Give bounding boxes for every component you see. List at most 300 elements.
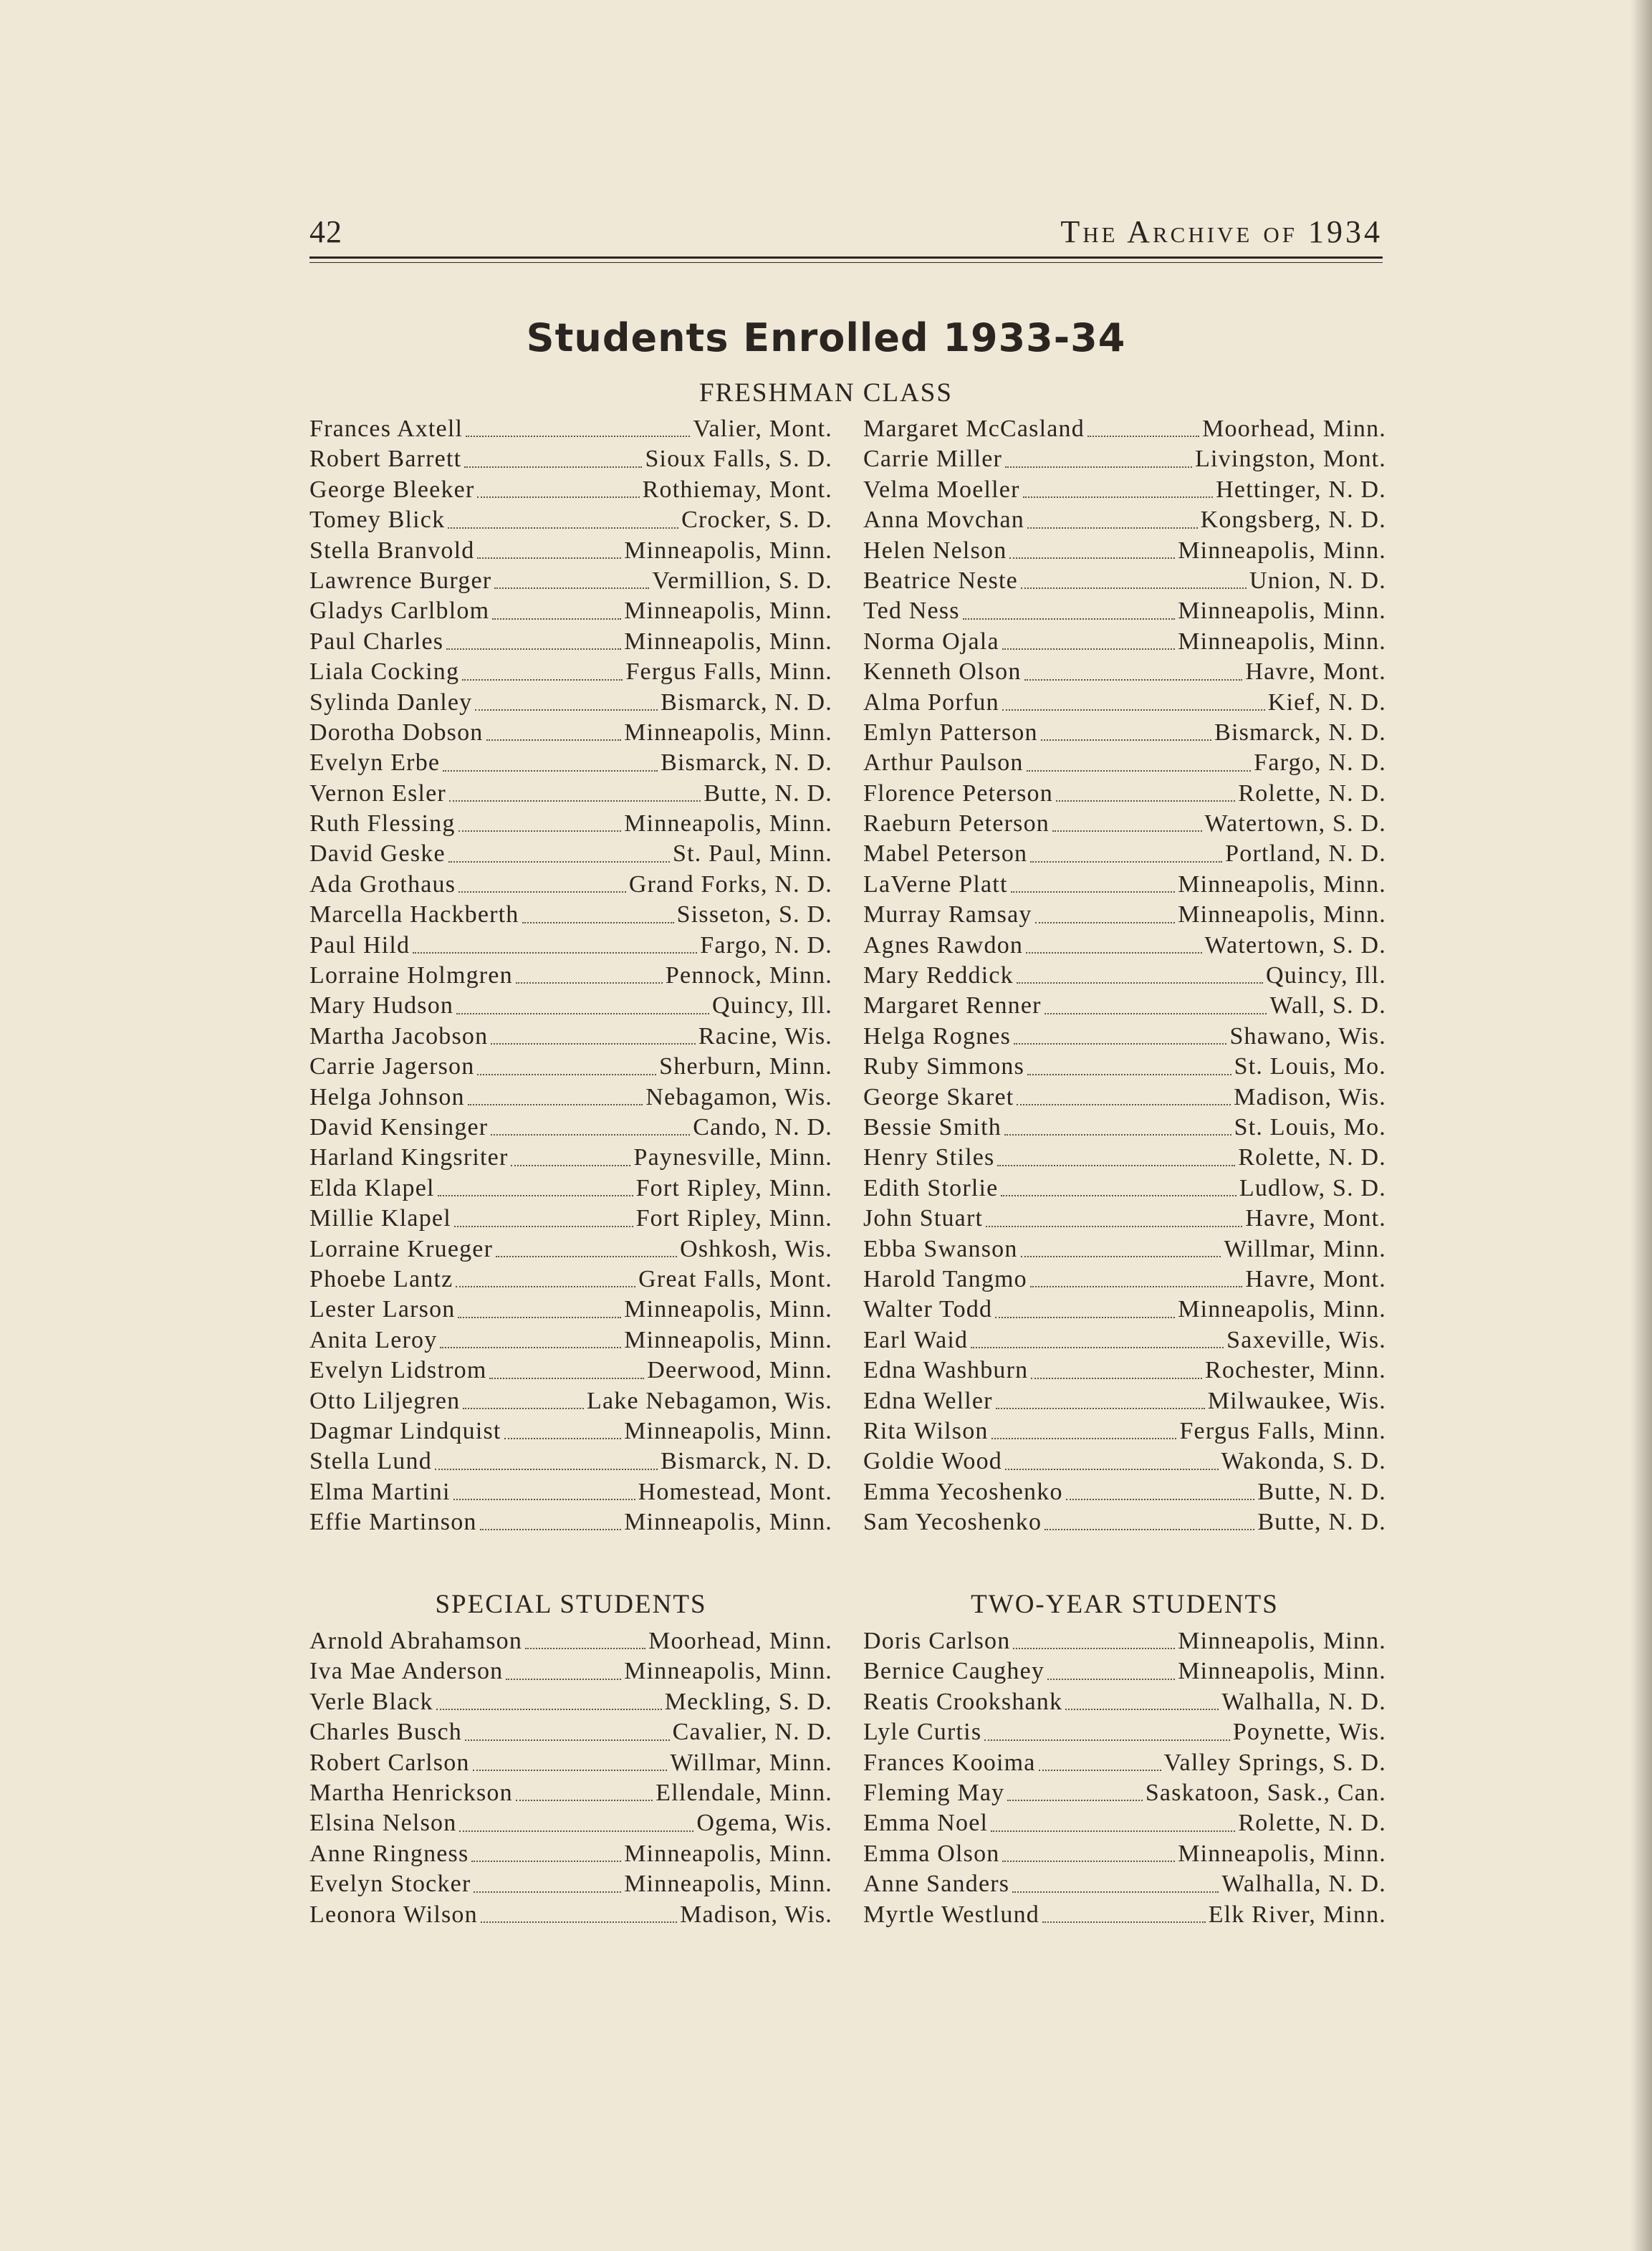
- student-name: Lester Larson: [309, 1296, 456, 1323]
- student-hometown: Nebagamon, Wis.: [645, 1083, 832, 1110]
- student-name: Edna Washburn: [863, 1357, 1029, 1384]
- dot-leader: [1064, 1687, 1220, 1717]
- student-name: Evelyn Erbe: [309, 749, 441, 777]
- student-hometown: Bismarck, N. D.: [661, 1448, 832, 1475]
- student-hometown: Quincy, Ill.: [712, 992, 832, 1019]
- student-entry: [863, 900, 1386, 930]
- dot-leader: [457, 809, 623, 839]
- dot-leader: [464, 1717, 671, 1747]
- dot-leader: [1037, 1748, 1163, 1778]
- dot-leader: [436, 1174, 635, 1204]
- dot-leader: [1011, 1869, 1220, 1899]
- student-entry: [309, 900, 832, 930]
- student-hometown: Sioux Falls, S. D.: [645, 446, 832, 473]
- student-name: Anna Movchan: [863, 507, 1024, 534]
- dot-leader: [448, 779, 702, 809]
- student-hometown: Racine, Wis.: [698, 1022, 832, 1050]
- two-year-heading: TWO-YEAR STUDENTS: [971, 1590, 1279, 1619]
- page-title: Students Enrolled 1933-34: [526, 315, 1126, 360]
- freshman-list-right: [863, 414, 1386, 1537]
- student-name: Lorraine Krueger: [309, 1235, 494, 1262]
- student-entry: [309, 1778, 832, 1808]
- student-name: Emma Olson: [863, 1840, 1000, 1867]
- student-hometown: Homestead, Mont.: [638, 1478, 832, 1505]
- dot-leader: [1024, 931, 1204, 961]
- student-hometown: Great Falls, Mont.: [638, 1265, 832, 1292]
- special-heading: SPECIAL STUDENTS: [435, 1590, 707, 1619]
- student-hometown: Sisseton, S. D.: [676, 901, 832, 928]
- student-name: Evelyn Lidstrom: [309, 1357, 487, 1384]
- student-name: Charles Busch: [309, 1719, 462, 1746]
- student-entry: [309, 1626, 832, 1656]
- student-name: Elda Klapel: [309, 1174, 435, 1201]
- student-name: George Bleeker: [309, 476, 475, 503]
- student-entry: [309, 1113, 832, 1143]
- student-hometown: Fort Ripley, Minn.: [635, 1174, 832, 1201]
- student-hometown: Cando, N. D.: [693, 1113, 832, 1141]
- student-entry: [309, 627, 832, 657]
- student-name: Henry Stiles: [863, 1144, 995, 1171]
- student-hometown: Lake Nebagamon, Wis.: [586, 1387, 832, 1414]
- dot-leader: [521, 900, 676, 930]
- dot-leader: [458, 1808, 695, 1838]
- student-hometown: Quincy, Ill.: [1266, 962, 1386, 989]
- student-entry: [863, 627, 1386, 657]
- dot-leader: [452, 1477, 637, 1507]
- student-entry: [863, 1022, 1386, 1052]
- student-name: Velma Moeller: [863, 476, 1020, 503]
- page-number: 42: [309, 214, 342, 249]
- dot-leader: [514, 1778, 654, 1808]
- student-hometown: Sherburn, Minn.: [659, 1053, 832, 1080]
- student-name: Sam Yecoshenko: [863, 1509, 1042, 1536]
- student-hometown: Watertown, S. D.: [1204, 810, 1386, 837]
- dot-leader: [1001, 1839, 1176, 1869]
- student-name: Dagmar Lindquist: [309, 1417, 501, 1444]
- dot-leader: [454, 1264, 637, 1295]
- dot-leader: [455, 991, 711, 1021]
- dot-leader: [1026, 1052, 1233, 1082]
- student-entry: [309, 1355, 832, 1386]
- student-hometown: Havre, Mont.: [1245, 1205, 1386, 1232]
- dot-leader: [1026, 505, 1199, 535]
- dot-leader: [1012, 1626, 1176, 1656]
- student-entry: [309, 1656, 832, 1686]
- student-entry: [309, 1295, 832, 1325]
- student-entry: [309, 1477, 832, 1507]
- student-hometown: Madison, Wis.: [680, 1901, 832, 1928]
- dot-leader: [1008, 536, 1176, 566]
- dot-leader: [524, 1626, 647, 1656]
- student-name: Elma Martini: [309, 1478, 451, 1505]
- dot-leader: [489, 1113, 691, 1143]
- dot-leader: [1039, 718, 1213, 748]
- student-hometown: Walhalla, N. D.: [1221, 1871, 1386, 1898]
- student-entry: [863, 1052, 1386, 1082]
- dot-leader: [504, 1656, 623, 1686]
- dot-leader: [1041, 1900, 1207, 1930]
- student-entry: [863, 1748, 1386, 1778]
- dot-leader: [989, 1808, 1236, 1838]
- dot-leader: [996, 1143, 1236, 1173]
- student-entry: [863, 1416, 1386, 1446]
- student-name: Robert Barrett: [309, 446, 462, 473]
- student-entry: [863, 1143, 1386, 1173]
- dot-leader: [476, 475, 641, 505]
- student-hometown: Fort Ripley, Minn.: [635, 1205, 832, 1232]
- student-name: Dorotha Dobson: [309, 719, 484, 746]
- page-header: [309, 213, 1383, 254]
- student-hometown: Minneapolis, Minn.: [1178, 1658, 1386, 1685]
- student-name: Helga Rognes: [863, 1022, 1012, 1050]
- student-entry: [863, 839, 1386, 869]
- student-entry: [309, 1325, 832, 1355]
- student-hometown: Rochester, Minn.: [1205, 1357, 1386, 1384]
- dot-leader: [493, 566, 650, 596]
- dot-leader: [1051, 809, 1204, 839]
- student-hometown: Kongsberg, N. D.: [1200, 507, 1386, 534]
- student-hometown: Fargo, N. D.: [700, 931, 832, 959]
- dot-leader: [1022, 475, 1214, 505]
- student-name: Ada Grothaus: [309, 870, 456, 898]
- student-hometown: Watertown, S. D.: [1204, 931, 1386, 959]
- student-name: Carrie Jagerson: [309, 1053, 475, 1080]
- student-hometown: Elk River, Minn.: [1208, 1901, 1386, 1928]
- student-name: Iva Mae Anderson: [309, 1658, 504, 1685]
- student-name: Frances Axtell: [309, 416, 464, 442]
- student-hometown: Butte, N. D.: [1257, 1478, 1386, 1505]
- dot-leader: [463, 444, 643, 474]
- student-name: Effie Martinson: [309, 1509, 477, 1536]
- student-entry: [863, 505, 1386, 535]
- dot-leader: [470, 1839, 623, 1869]
- student-name: Mabel Peterson: [863, 840, 1028, 868]
- student-entry: [309, 505, 832, 535]
- dot-leader: [445, 627, 623, 657]
- student-name: Otto Liljegren: [309, 1387, 461, 1414]
- student-entry: [863, 1778, 1386, 1808]
- dot-leader: [1015, 1083, 1232, 1113]
- header-rule: [309, 256, 1383, 259]
- dot-leader: [1086, 414, 1201, 444]
- dot-leader: [1029, 1355, 1204, 1386]
- student-name: Doris Carlson: [863, 1628, 1011, 1654]
- student-hometown: Valier, Mont.: [693, 416, 832, 442]
- student-name: Lyle Curtis: [863, 1719, 982, 1746]
- dot-leader: [1029, 1264, 1244, 1295]
- student-name: Paul Charles: [309, 628, 444, 655]
- dot-leader: [1001, 627, 1176, 657]
- dot-leader: [476, 536, 623, 566]
- student-name: Walter Todd: [863, 1296, 993, 1323]
- student-hometown: Minneapolis, Minn.: [624, 1417, 832, 1444]
- student-entry: [863, 1477, 1386, 1507]
- student-hometown: Minneapolis, Minn.: [1178, 901, 1386, 928]
- student-name: Margaret McCasland: [863, 416, 1085, 442]
- student-entry: [863, 1626, 1386, 1656]
- student-hometown: Saskatoon, Sask., Can.: [1145, 1779, 1386, 1806]
- student-name: Rita Wilson: [863, 1417, 989, 1444]
- student-entry: [309, 1234, 832, 1264]
- student-entry: [863, 657, 1386, 687]
- student-name: Murray Ramsay: [863, 901, 1032, 928]
- student-hometown: Pennock, Minn.: [665, 962, 832, 989]
- student-hometown: Deerwood, Minn.: [647, 1357, 832, 1384]
- student-name: Lawrence Burger: [309, 567, 492, 594]
- dot-leader: [984, 1204, 1244, 1234]
- student-name: Earl Waid: [863, 1326, 969, 1353]
- student-hometown: Bismarck, N. D.: [661, 688, 832, 716]
- student-entry: [309, 1717, 832, 1747]
- dot-leader: [476, 1052, 658, 1082]
- student-entry: [863, 1900, 1386, 1930]
- student-entry: [309, 414, 832, 444]
- student-hometown: Union, N. D.: [1249, 567, 1386, 594]
- student-hometown: Minneapolis, Minn.: [1178, 1840, 1386, 1867]
- student-entry: [863, 870, 1386, 900]
- student-name: Gladys Carlblom: [309, 597, 490, 625]
- student-entry: [863, 536, 1386, 566]
- dot-leader: [457, 870, 628, 900]
- dot-leader: [1012, 1022, 1228, 1052]
- student-hometown: Vermillion, S. D.: [652, 567, 832, 594]
- student-name: Myrtle Westlund: [863, 1901, 1040, 1928]
- student-name: Ruth Flessing: [309, 810, 456, 837]
- dot-leader: [999, 1174, 1238, 1204]
- student-entry: [309, 779, 832, 809]
- student-entry: [863, 1295, 1386, 1325]
- dot-leader: [1034, 900, 1176, 930]
- student-hometown: Shawano, Wis.: [1229, 1022, 1386, 1050]
- student-hometown: Willmar, Minn.: [670, 1749, 832, 1776]
- student-hometown: Havre, Mont.: [1245, 658, 1386, 686]
- student-hometown: Minneapolis, Minn.: [624, 537, 832, 564]
- student-entry: [863, 1656, 1386, 1686]
- student-hometown: Rothiemay, Mont.: [642, 476, 832, 503]
- student-name: Millie Klapel: [309, 1205, 451, 1232]
- student-hometown: Ludlow, S. D.: [1239, 1174, 1386, 1201]
- student-hometown: Fergus Falls, Minn.: [1179, 1417, 1386, 1444]
- student-hometown: Havre, Mont.: [1245, 1265, 1386, 1292]
- student-entry: [863, 1839, 1386, 1869]
- student-name: Bernice Caughey: [863, 1658, 1045, 1685]
- dot-leader: [1043, 1507, 1256, 1537]
- student-name: Ted Ness: [863, 597, 960, 625]
- student-entry: [309, 839, 832, 869]
- dot-leader: [509, 1143, 632, 1173]
- student-hometown: Rolette, N. D.: [1238, 1144, 1386, 1171]
- student-entry: [863, 1083, 1386, 1113]
- student-hometown: Minneapolis, Minn.: [624, 1840, 832, 1867]
- student-entry: [863, 1507, 1386, 1537]
- dot-leader: [1065, 1477, 1256, 1507]
- dot-leader: [514, 961, 664, 991]
- dot-leader: [983, 1717, 1231, 1747]
- student-entry: [863, 1446, 1386, 1477]
- student-name: Florence Peterson: [863, 779, 1053, 807]
- student-hometown: Minneapolis, Minn.: [624, 597, 832, 625]
- student-entry: [309, 809, 832, 839]
- student-hometown: Minneapolis, Minn.: [1178, 870, 1386, 898]
- student-entry: [863, 688, 1386, 718]
- student-name: Ebba Swanson: [863, 1235, 1018, 1262]
- student-hometown: Minneapolis, Minn.: [624, 719, 832, 746]
- student-name: Ruby Simmons: [863, 1053, 1025, 1080]
- student-hometown: Minneapolis, Minn.: [624, 1509, 832, 1536]
- dot-leader: [489, 1022, 697, 1052]
- dot-leader: [479, 1507, 623, 1537]
- student-entry: [309, 688, 832, 718]
- dot-leader: [464, 414, 691, 444]
- student-entry: [309, 1083, 832, 1113]
- student-name: George Skaret: [863, 1083, 1014, 1110]
- student-name: Paul Hild: [309, 931, 410, 959]
- student-entry: [863, 1386, 1386, 1416]
- dot-leader: [503, 1416, 623, 1446]
- student-name: Phoebe Lantz: [309, 1265, 453, 1292]
- student-name: Frances Kooima: [863, 1749, 1036, 1776]
- student-entry: [309, 1386, 832, 1416]
- student-hometown: Valley Springs, S. D.: [1163, 1749, 1386, 1776]
- student-entry: [309, 1204, 832, 1234]
- student-entry: [863, 1325, 1386, 1355]
- student-hometown: Ellendale, Minn.: [655, 1779, 832, 1806]
- dot-leader: [474, 688, 659, 718]
- student-name: Arnold Abrahamson: [309, 1628, 523, 1654]
- dot-leader: [453, 1204, 635, 1234]
- running-title: The Archive of 1934: [1060, 214, 1383, 249]
- student-entry: [309, 718, 832, 748]
- student-hometown: Fergus Falls, Minn.: [625, 658, 832, 686]
- student-name: Edith Storlie: [863, 1174, 999, 1201]
- student-name: Helga Johnson: [309, 1083, 465, 1110]
- student-entry: [309, 931, 832, 961]
- student-entry: [309, 1507, 832, 1537]
- student-name: Sylinda Danley: [309, 688, 473, 716]
- freshman-list-left: [309, 414, 832, 1537]
- dot-leader: [1003, 1113, 1233, 1143]
- dot-leader: [994, 1386, 1206, 1416]
- student-name: Emma Noel: [863, 1810, 989, 1837]
- student-hometown: St. Paul, Minn.: [673, 840, 832, 868]
- student-name: Goldie Wood: [863, 1448, 1002, 1475]
- student-entry: [309, 1446, 832, 1477]
- student-entry: [309, 536, 832, 566]
- student-entry: [309, 1869, 832, 1899]
- dot-leader: [990, 1416, 1178, 1446]
- student-name: Fleming May: [863, 1779, 1005, 1806]
- dot-leader: [994, 1295, 1176, 1325]
- student-hometown: Milwaukee, Wis.: [1207, 1387, 1386, 1414]
- student-hometown: Portland, N. D.: [1225, 840, 1386, 868]
- student-name: Carrie Miller: [863, 446, 1003, 473]
- student-entry: [309, 566, 832, 596]
- student-entry: [309, 991, 832, 1021]
- student-name: Arthur Paulson: [863, 749, 1024, 777]
- student-hometown: Butte, N. D.: [703, 779, 832, 807]
- dot-leader: [438, 1325, 623, 1355]
- student-entry: [863, 1717, 1386, 1747]
- student-hometown: Fargo, N. D.: [1254, 749, 1386, 777]
- student-hometown: Cavalier, N. D.: [672, 1719, 832, 1746]
- student-entry: [863, 779, 1386, 809]
- student-entry: [863, 718, 1386, 748]
- dot-leader: [479, 1900, 678, 1930]
- student-entry: [309, 748, 832, 778]
- student-hometown: Minneapolis, Minn.: [624, 1871, 832, 1898]
- dot-leader: [491, 596, 623, 626]
- student-entry: [863, 596, 1386, 626]
- student-entry: [863, 748, 1386, 778]
- student-hometown: Ogema, Wis.: [696, 1810, 832, 1837]
- student-name: Harold Tangmo: [863, 1265, 1027, 1292]
- student-name: Stella Branvold: [309, 537, 475, 564]
- student-name: Martha Henrickson: [309, 1779, 513, 1806]
- student-hometown: Walhalla, N. D.: [1221, 1688, 1386, 1715]
- student-name: LaVerne Platt: [863, 870, 1008, 898]
- student-name: Beatrice Neste: [863, 567, 1018, 594]
- student-hometown: Rolette, N. D.: [1238, 779, 1386, 807]
- dot-leader: [435, 1687, 663, 1717]
- student-entry: [309, 1839, 832, 1869]
- student-hometown: Kief, N. D.: [1267, 688, 1386, 716]
- student-entry: [863, 1869, 1386, 1899]
- student-name: Raeburn Peterson: [863, 810, 1050, 837]
- special-list: [309, 1626, 832, 1930]
- student-name: Verle Black: [309, 1688, 433, 1715]
- student-hometown: Minneapolis, Minn.: [1178, 1296, 1386, 1323]
- student-name: John Stuart: [863, 1205, 984, 1232]
- student-hometown: Minneapolis, Minn.: [624, 1658, 832, 1685]
- student-name: Margaret Renner: [863, 992, 1042, 1019]
- dot-leader: [488, 1355, 645, 1386]
- dot-leader: [494, 1234, 678, 1264]
- student-name: Kenneth Olson: [863, 658, 1022, 686]
- dot-leader: [433, 1446, 659, 1477]
- student-hometown: Minneapolis, Minn.: [624, 1326, 832, 1353]
- header-rule-thin: [309, 262, 1383, 263]
- student-name: Tomey Blick: [309, 507, 446, 534]
- dot-leader: [461, 1386, 585, 1416]
- student-name: Marcella Hackberth: [309, 901, 519, 928]
- freshman-heading: FRESHMAN CLASS: [699, 378, 953, 408]
- student-hometown: St. Louis, Mo.: [1234, 1053, 1386, 1080]
- student-hometown: Bismarck, N. D.: [661, 749, 832, 777]
- student-entry: [863, 1808, 1386, 1838]
- student-name: Alma Porfun: [863, 688, 999, 716]
- dot-leader: [1025, 748, 1252, 778]
- dot-leader: [472, 1869, 623, 1899]
- student-name: Bessie Smith: [863, 1113, 1002, 1141]
- dot-leader: [969, 1325, 1225, 1355]
- dot-leader: [1055, 779, 1236, 809]
- dot-leader: [456, 1295, 623, 1325]
- student-entry: [309, 1143, 832, 1173]
- student-name: Mary Reddick: [863, 962, 1014, 989]
- student-hometown: Willmar, Minn.: [1224, 1235, 1386, 1262]
- student-hometown: Crocker, S. D.: [681, 507, 832, 534]
- student-name: Anita Leroy: [309, 1326, 438, 1353]
- student-name: Evelyn Stocker: [309, 1871, 471, 1898]
- student-name: Lorraine Holmgren: [309, 962, 513, 989]
- student-name: Liala Cocking: [309, 658, 460, 686]
- student-hometown: Hettinger, N. D.: [1216, 476, 1386, 503]
- student-entry: [309, 961, 832, 991]
- dot-leader: [466, 1083, 644, 1113]
- dot-leader: [1029, 839, 1224, 869]
- student-entry: [863, 566, 1386, 596]
- dot-leader: [1043, 991, 1268, 1021]
